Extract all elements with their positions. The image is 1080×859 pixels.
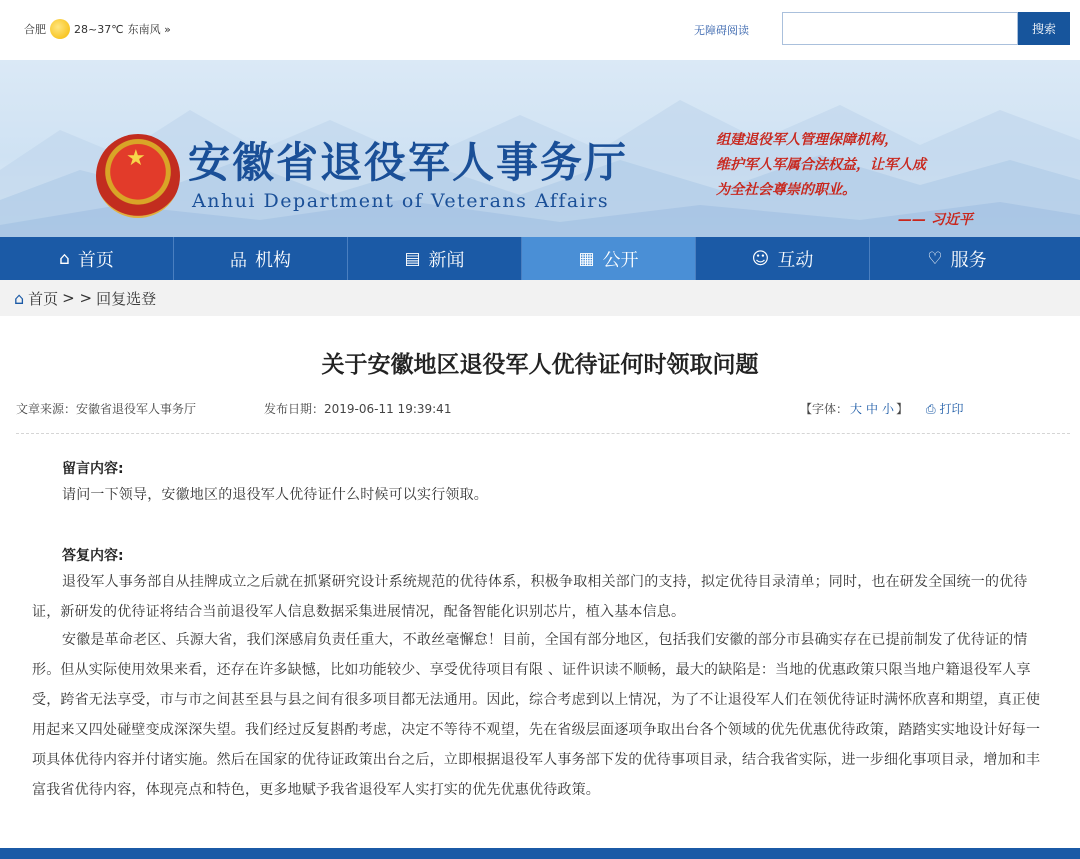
quote-author: —— 习近平	[898, 212, 973, 228]
font-medium-button[interactable]: 中	[866, 402, 879, 416]
accessibility-link[interactable]: 无障碍阅读	[694, 24, 749, 37]
main-nav	[0, 237, 1080, 280]
weather-widget	[24, 19, 171, 39]
nav-item-disclosure[interactable]	[522, 237, 696, 280]
divider	[16, 433, 1070, 434]
nav-item-label: 公开	[602, 249, 639, 271]
nav-item-organization[interactable]	[174, 237, 348, 280]
org-chart-icon: 品	[230, 251, 247, 271]
document-icon: ▤	[404, 248, 421, 269]
font-size-label-close: 】	[896, 402, 909, 416]
reply-heading: 答复内容:	[62, 548, 124, 564]
home-icon: ⌂	[14, 288, 25, 308]
nav-item-label: 服务	[950, 249, 987, 271]
home-icon: ⌂	[59, 248, 70, 269]
nav-item-label: 新闻	[428, 249, 465, 271]
breadcrumb-current[interactable]: 回复选登	[96, 289, 157, 308]
national-emblem-logo[interactable]	[96, 134, 180, 218]
message-heading: 留言内容:	[62, 461, 124, 477]
nav-item-news[interactable]	[348, 237, 522, 280]
nav-item-label: 互动	[777, 249, 814, 271]
quote-line: 为全社会尊崇的职业。	[716, 182, 856, 198]
print-label: 打印	[939, 402, 964, 416]
weather-wind[interactable]: 东南风 »	[127, 23, 171, 36]
printer-icon: ⎙	[926, 402, 936, 416]
search-input[interactable]	[782, 12, 1018, 45]
font-large-button[interactable]: 大	[850, 402, 863, 416]
star-icon: ★	[126, 146, 146, 171]
heart-icon: ♡	[927, 248, 943, 269]
quote-line: 组建退役军人管理保障机构，	[716, 132, 898, 148]
font-size-label: 【字体：	[800, 402, 849, 416]
footer-bar	[0, 848, 1080, 859]
breadcrumb-home-link[interactable]: 首页	[28, 289, 59, 308]
search-button[interactable]: 搜索	[1018, 12, 1070, 45]
nav-item-service[interactable]	[870, 237, 1044, 280]
nav-item-interaction[interactable]	[696, 237, 870, 280]
sun-icon	[50, 19, 70, 39]
font-size-controls	[800, 400, 908, 417]
site-subtitle-english: Anhui Department of Veterans Affairs	[192, 190, 610, 212]
leader-quote	[716, 128, 1016, 228]
message-text: 请问一下领导，安徽地区的退役军人优待证什么时候可以实行领取。	[62, 487, 488, 503]
site-title[interactable]: 安徽省退役军人事务厅	[188, 138, 629, 187]
weather-city: 合肥	[24, 23, 46, 36]
chat-bubble-icon: ☺	[751, 248, 770, 269]
nav-item-home[interactable]	[0, 237, 174, 280]
file-list-icon: ▦	[578, 248, 595, 269]
print-button[interactable]	[926, 400, 963, 417]
breadcrumb-separator: > >	[62, 289, 93, 307]
weather-temperature: 28~37℃	[74, 22, 124, 36]
nav-item-label: 首页	[77, 249, 114, 271]
article-title: 关于安徽地区退役军人优待证何时领取问题	[321, 352, 759, 378]
article-date: 发布日期：2019-06-11 19:39:41	[264, 402, 452, 416]
article-source: 文章来源：安徽省退役军人事务厅	[16, 402, 197, 416]
breadcrumb	[0, 280, 1080, 316]
reply-paragraph: 退役军人事务部自从挂牌成立之后就在抓紧研究设计系统规范的优待体系，积极争取相关部门的支持，拟定优待目录清单；同时，也在研发全国统一的优待证，新研发的优待证将结合当前退役军人信息数据采集进展情况，配备智能化识别芯片，植入基本信息。	[32, 574, 1028, 620]
top-bar	[0, 0, 1080, 60]
nav-item-label: 机构	[255, 249, 291, 271]
quote-line: 维护军人军属合法权益，让军人成	[716, 157, 926, 173]
reply-paragraph: 安徽是革命老区、兵源大省，我们深感肩负责任重大，不敢丝毫懈怠！目前，全国有部分地区，包括我们安徽的部分市县确实存在已提前制发了优待证的情形。但从实际使用效果来看，还存在许多缺憾，比如功能较少、享受优待项目有限 、证件识读不顺畅，最大的缺陷是：当地的优惠政策只限当地户籍退役军人享受，跨省无法享受，市与市之间甚至县与县之间有很多项目都无法通用。因此，综合考虑到以上情况，为了不让退役军人们在领优待证时满怀欣喜和期望，真正使用起来又四处碰壁变成深深失望。我们经过反复斟酌考虑，决定不等待不观望，先在省级层面逐项争取出台各个领域的优先优惠优待政策，踏踏实实地设计好每一项具体优待内容并付诸实施。然后在国家的优待证政策出台之后，立即根据退役军人事务部下发的优待事项目录，结合我省实际，进一步细化事项目录，增加和丰富我省优待内容，体现亮点和特色，更多地赋予我省退役军人实打实的优先优惠优待政策。	[32, 632, 1041, 798]
font-small-button[interactable]: 小	[882, 402, 895, 416]
